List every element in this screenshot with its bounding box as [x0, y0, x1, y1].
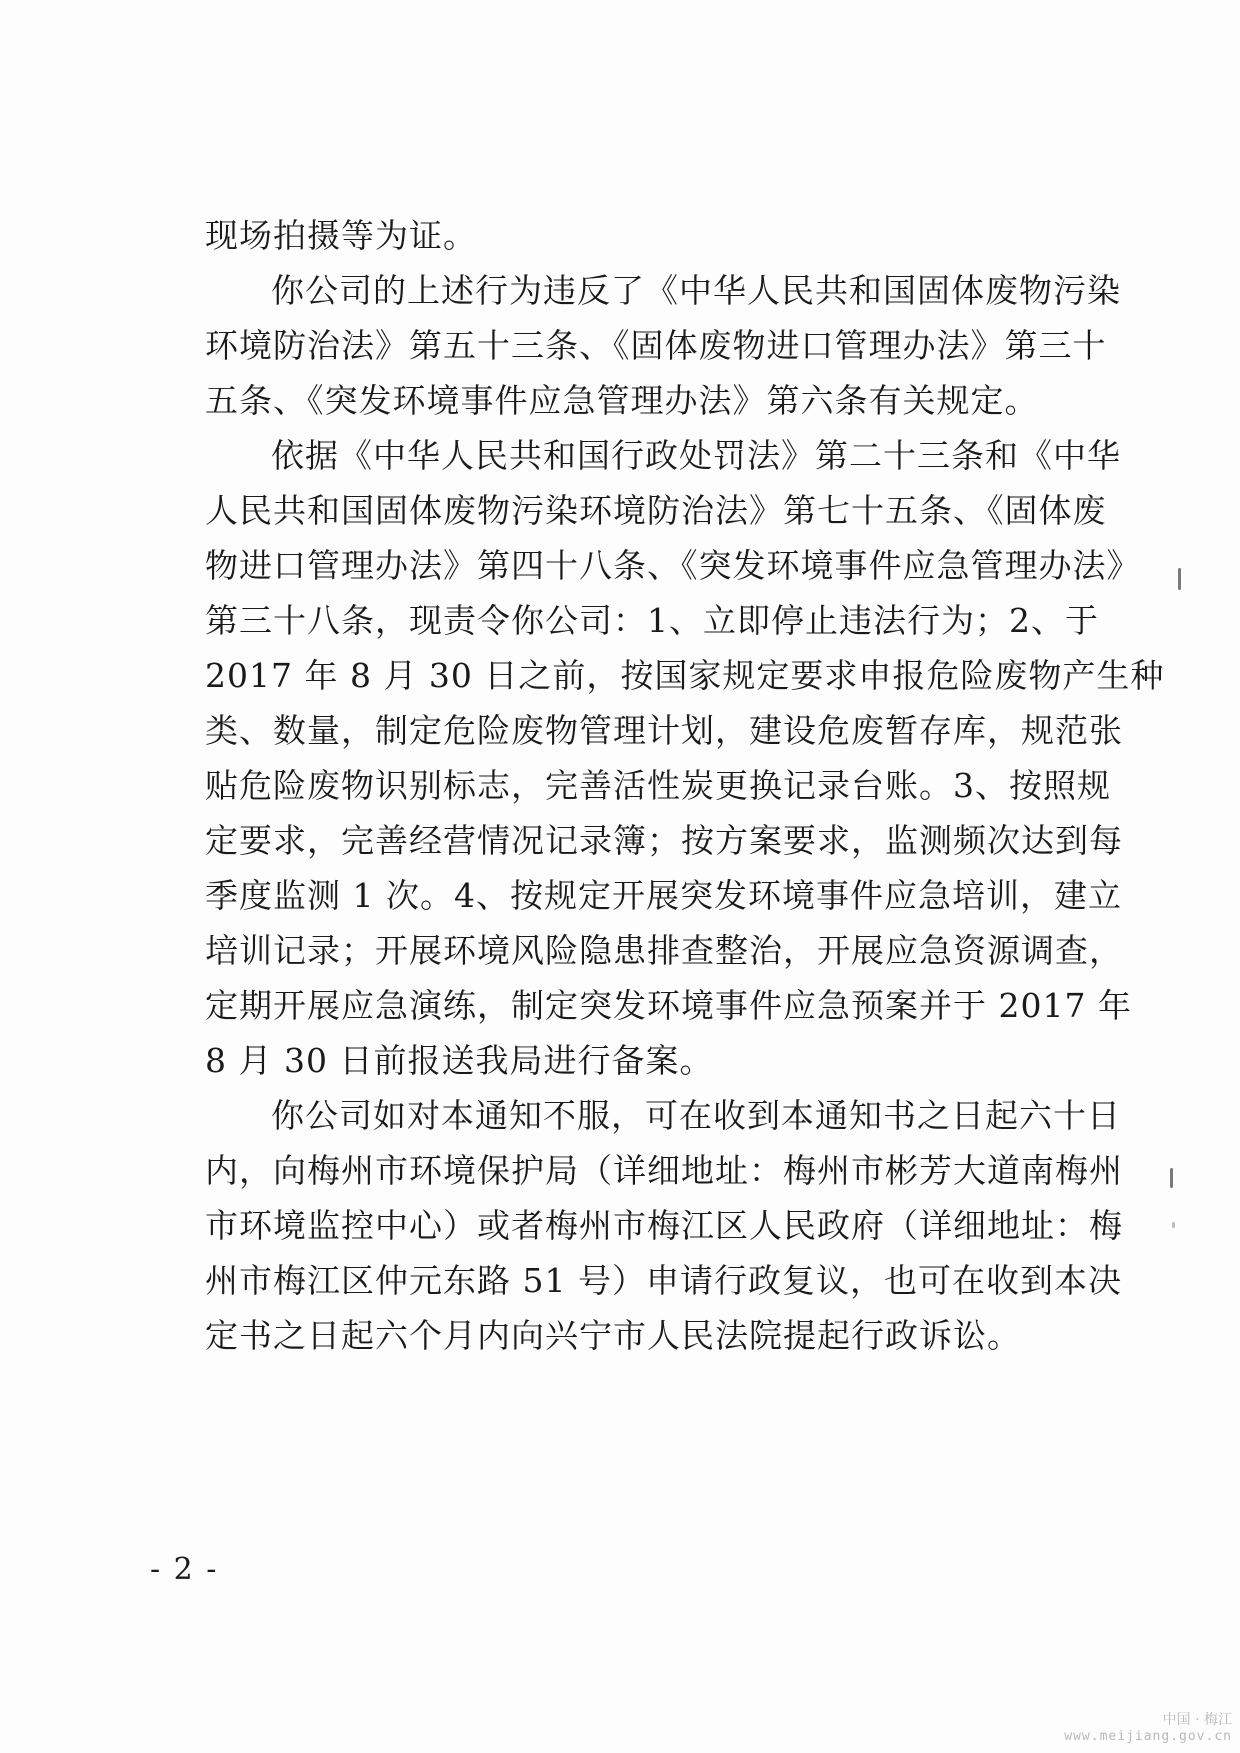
body-line: 你公司的上述行为违反了《中华人民共和国固体废物污染 [271, 271, 1121, 310]
watermark-site-name: 中国 · 梅江 [1162, 1712, 1232, 1728]
body-line: 内，向梅州市环境保护局（详细地址：梅州市彬芳大道南梅州 [205, 1151, 1123, 1190]
scan-edge-mark [1178, 568, 1181, 590]
body-line: 州市梅江区仲元东路 51 号）申请行政复议，也可在收到本决 [205, 1261, 1122, 1300]
body-line: 培训记录；开展环境风险隐患排查整治，开展应急资源调查， [205, 931, 1123, 970]
body-line: 第三十八条，现责令你公司：1、立即停止违法行为；2、于 [205, 601, 1099, 640]
document-body [205, 208, 1165, 1363]
body-line: 物进口管理办法》第四十八条、《突发环境事件应急管理办法》 [205, 546, 1141, 585]
body-line: 五条、《突发环境事件应急管理办法》第六条有关规定。 [205, 381, 1039, 420]
body-line: 定书之日起六个月内向兴宁市人民法院提起行政诉讼。 [205, 1316, 1021, 1355]
scan-edge-mark [1172, 1222, 1175, 1228]
body-line: 你公司如对本通知不服，可在收到本通知书之日起六十日 [271, 1096, 1121, 1135]
body-line: 贴危险废物识别标志，完善活性炭更换记录台账。3、按照规 [205, 766, 1111, 805]
site-watermark [1064, 1711, 1232, 1745]
body-line: 季度监测 1 次。4、按规定开展突发环境事件应急培训，建立 [205, 876, 1122, 915]
body-line: 依据《中华人民共和国行政处罚法》第二十三条和《中华 [271, 436, 1121, 475]
body-line: 2017 年 8 月 30 日之前，按国家规定要求申报危险废物产生种 [205, 656, 1165, 695]
page-number: - 2 - [150, 1552, 219, 1587]
body-line: 类、数量，制定危险废物管理计划，建设危废暂存库，规范张 [205, 711, 1123, 750]
body-line: 市环境监控中心）或者梅州市梅江区人民政府（详细地址：梅 [205, 1206, 1123, 1245]
body-line: 人民共和国固体废物污染环境防治法》第七十五条、《固体废 [205, 491, 1107, 530]
watermark-url: www.meijiang.gov.cn [1064, 1729, 1232, 1744]
body-line: 现场拍摄等为证。 [205, 216, 477, 255]
body-line: 环境防治法》第五十三条、《固体废物进口管理办法》第三十 [205, 326, 1107, 365]
body-line: 定要求，完善经营情况记录簿；按方案要求，监测频次达到每 [205, 821, 1123, 860]
body-line: 定期开展应急演练，制定突发环境事件应急预案并于 2017 年 [205, 986, 1132, 1025]
scan-edge-mark [1170, 1168, 1173, 1188]
body-line: 8 月 30 日前报送我局进行备案。 [205, 1041, 714, 1080]
